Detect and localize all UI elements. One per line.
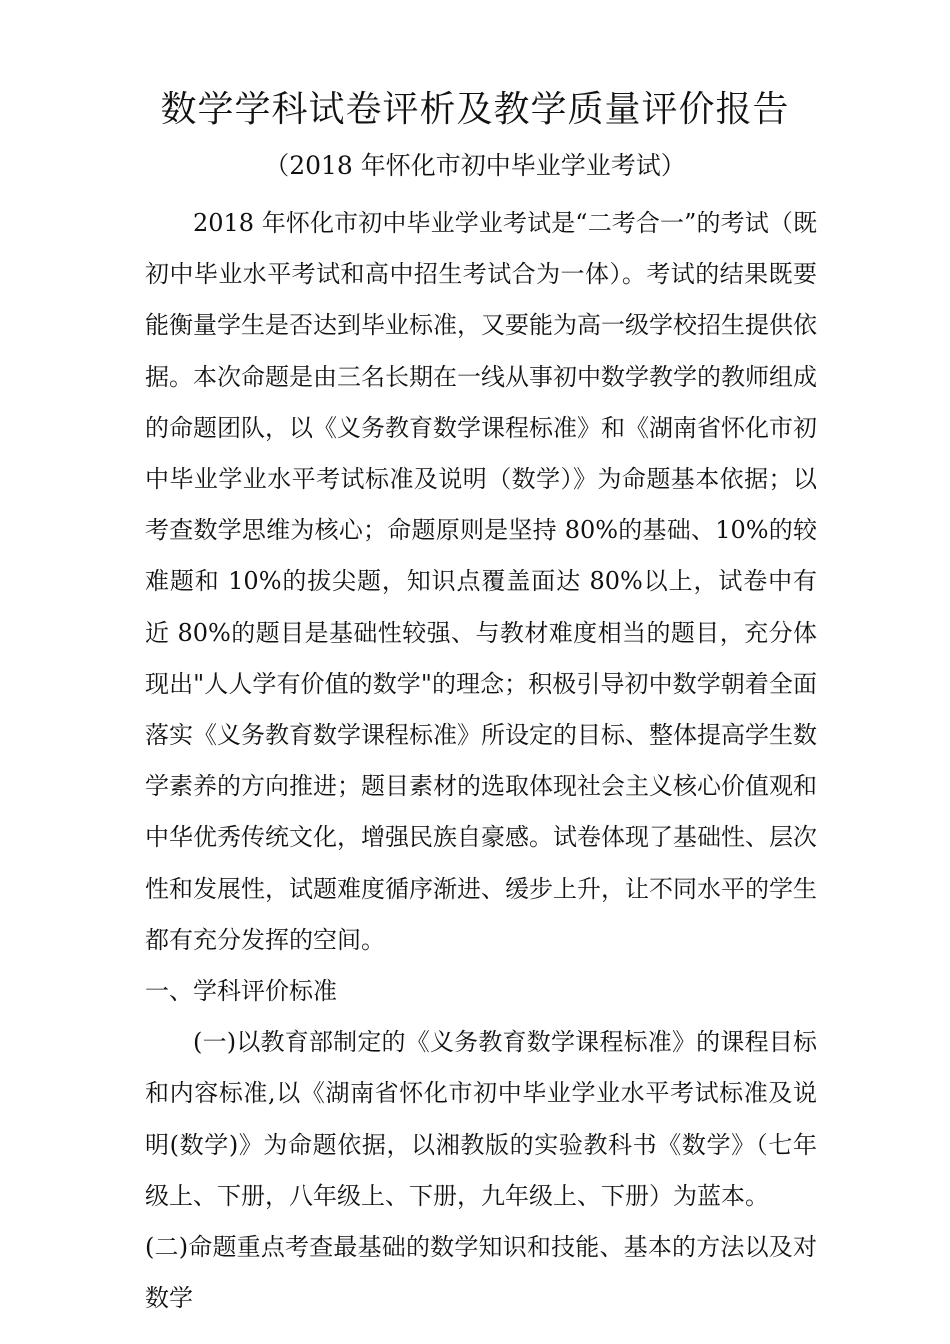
document-subtitle: （2018 年怀化市初中毕业学业考试）	[264, 151, 686, 180]
intro-paragraph: 2018 年怀化市初中毕业学业考试是“二考合一”的考试（既初中毕业水平考试和高中招生考试合为一体）。考试的结果既要能衡量学生是否达到毕业标准，又要能为高一级学校招生提供依据。本次命题是由三名长期在一线从事初中数学教学的教师组成的命题团队，以《义务教育数学课程标准》和《湖南省怀化市初中毕业学业水平考试标准及说明（数学）》为命题基本依据；以考查数学思维为核心；命题原则是坚持 80%的基础、10%的较难题和 10%的拔尖题，知识点覆盖面达 80%以上，试卷中有近 80%的题目是基础性较强、与教材难度相当的题目，充分体现出"人人学有价值的数学"的理念；积极引导初中数学朝着全面落实《义务教育数学课程标准》所设定的目标、整体提高学生数学素养的方向推进；题目素材的选取体现社会主义核心价值观和中华优秀传统文化，增强民族自豪感。试卷体现了基础性、层次性和发展性，试题难度循序渐进、缓步上升，让不同水平的学生都有充分发挥的空间。	[145, 209, 817, 954]
section-paragraph-2: (二)命题重点考查最基础的数学知识和技能、基本的方法以及对数学	[145, 1233, 817, 1313]
document-title: 数学学科试卷评析及教学质量评价报告	[160, 89, 790, 130]
section-heading: 一、学科评价标准	[145, 977, 337, 1006]
section-paragraph-1: (一)以教育部制定的《义务教育数学课程标准》的课程目标和内容标准,以《湖南省怀化市初中毕业学业水平考试标准及说明(数学)》为命题依据，以湘教版的实验教科书《数学》（七年级上、下册，八年级上、下册，九年级上、下册）为蓝本。	[145, 1028, 817, 1210]
document-body	[145, 198, 817, 1324]
